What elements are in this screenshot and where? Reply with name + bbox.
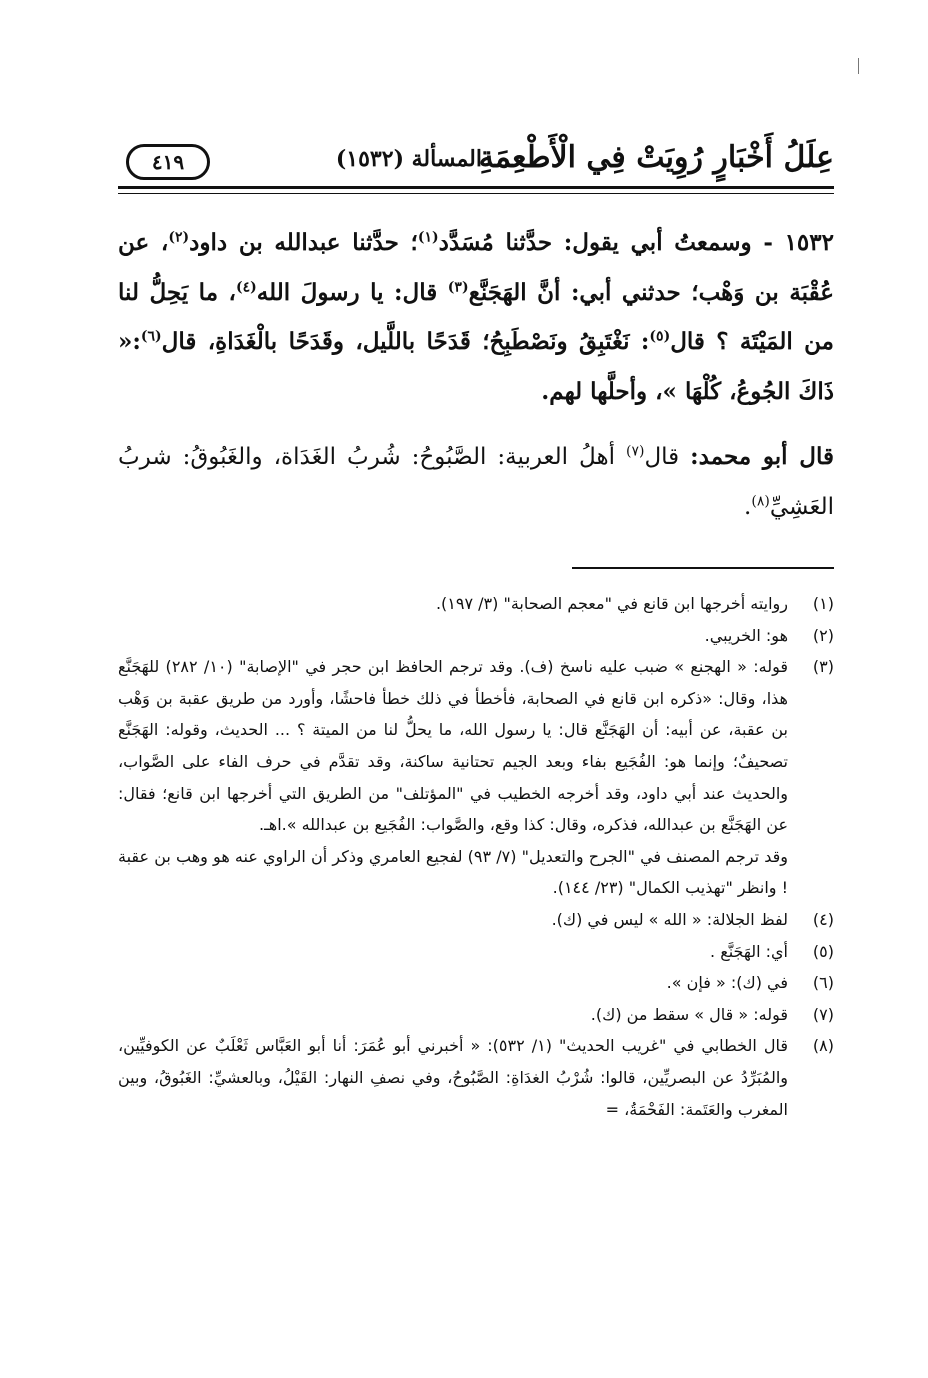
footnote-number: (٥) <box>812 941 834 961</box>
footnote-text: روايته أخرجها ابن قانع في "معجم الصحابة" (٣/ ١٩٧). <box>435 594 788 613</box>
header-rule-thick <box>118 186 834 189</box>
footnote-text: قوله: « قال » سقط من (ك). <box>590 1004 788 1024</box>
text-run: : نَغْتَبِقُ ونَصْطَبِحُ؛ قَدَحًا باللَّيل، وقَدَحًا بالْغَدَاةِ، قال <box>161 328 650 356</box>
speaker-lead: قال أبو محمد: <box>690 443 834 471</box>
page-number: ٤١٩ <box>151 150 185 174</box>
footnotes <box>118 588 834 1125</box>
footnote-6 <box>118 967 834 999</box>
text-run: أهلُ العربية: الصَّبُوحُ: شُربُ الغَدَاة، والغَبُوقُ: شربُ العَشِيِّ <box>118 444 834 520</box>
footnote-3 <box>118 651 834 841</box>
footnote-number: (١) <box>812 594 834 613</box>
footnote-ref: (٢) <box>168 229 190 246</box>
header-rule-thin <box>118 193 834 194</box>
footnote-ref: (٥) <box>649 328 671 345</box>
text-run: :« <box>118 328 141 356</box>
footnote-number: (٤) <box>812 909 834 929</box>
footnote-text: في (ك): « فإن ». <box>666 973 788 993</box>
footnote-text: قال الخطابي في "غريب الحديث" (١/ ٥٣٢): « أخبرني أبو عُمَرَ: أنا أبو العَبَّاس ثَعْلَبٌ عن الكوفيِّين، والمُبَرِّدُ عن البصريِّين، قالوا: شُرْبُ الغدَاةِ: الصَّبُوحُ، وفي نصفِ النهار: القَيْلُ، وبالعشيِّ: الغَبُوقُ، وبين المغرب والعَتَمة: الفَحْمَةُ، = <box>118 1036 789 1119</box>
issue-number: المسألة (١٥٣٢) <box>335 146 482 172</box>
footnote-ref: (١) <box>417 229 439 246</box>
footnote-number: (٢) <box>812 625 834 645</box>
footnote-7 <box>118 999 834 1031</box>
footnote-5 <box>118 936 834 968</box>
footnote-number: (٨) <box>812 1036 834 1056</box>
hadith-quote: ذَاكَ الجُوعُ، كُلْهَا <box>684 377 834 405</box>
corner-tick-mark <box>858 58 859 74</box>
text-run: »، وأحلَّها لهم. <box>541 377 685 405</box>
footnote-3-continuation: وقد ترجم المصنف في "الجرح والتعديل" (٧/ ٩٣) لفجيع العامري وذكر أن الراوي عنه هو وهب بن عقبة ! وانظر "تهذيب الكمال" (٢٣/ ١٤٤). <box>118 846 788 898</box>
footnote-text: لفظ الجلالة: « الله » ليس في (ك). <box>551 909 788 929</box>
footnote-ref: (٧) <box>625 443 645 460</box>
footnote-8 <box>118 1030 834 1125</box>
text-run: قال: يا رسولَ الله <box>256 278 448 306</box>
footnote-number: (٣) <box>812 657 834 677</box>
footnote-2 <box>118 620 834 652</box>
text-run: ، ما يَحِلُّ لنا من المَيْتَة ؟ قال <box>118 278 834 356</box>
text-run: ، عن عُقْبَة بن وَهْب؛ حدثني أبي: أنَّ الهَجَنَّع <box>118 229 834 306</box>
footnote-ref: (٤) <box>235 278 257 295</box>
main-text <box>118 218 834 533</box>
paragraph-1532 <box>118 218 834 416</box>
text-run: ١٥٣٢ - وسمعتُ أبي يقول: حدَّثنا مُسَدَّد <box>438 229 834 256</box>
page-number-badge <box>126 144 210 180</box>
text-run: قال <box>644 444 691 471</box>
footnote-4 <box>118 904 834 936</box>
text-run: ؛ حدَّثنا عبدالله بن داود <box>189 229 418 256</box>
footnote-ref: (٦) <box>140 328 162 345</box>
footnote-text: هو: الخريبي. <box>704 625 788 645</box>
footnote-text: قوله: « الهجنع » ضبب عليه ناسخ (ف). وقد ترجم الحافظ ابن حجر في "الإصابة" (١٠/ ٢٨٢) للهَجَنَّع هذا، وقال: «ذكره ابن قانع في الصحابة، فأخطأ في ذلك خطأ فاحشًا، وأورد من طريق عقبة بن وَهْب بن عقبة، عن أبيه: أن الهَجَنَّع قال: يا رسول الله، ما يحلُّ لنا من الميتة ؟ ... الحديث، وقوله: الهَجَنَّع تصحيفٌ؛ وإنما هو: الفُجَيع بفاء وبعد الجيم تحتانية ساكنة، وقد تقدَّم في حرف الفاء على الصَّواب، والحديث عند أبي داود، وقد أخرجه الخطيب في "المؤتلف" من الطريق التي أخرجها ابن قانع؛ فقال: عن الهَجَنَّع بن عبدالله، فذكره، وقال: كذا وقع، والصَّواب: الفُجَيع بن عبدالله ».اهـ. <box>118 657 789 835</box>
text-run: . <box>744 493 752 520</box>
footnote-separator <box>572 567 834 569</box>
footnote-number: (٧) <box>812 1004 834 1024</box>
footnote-ref: (٨) <box>751 493 770 510</box>
footnote-text: أي: الهَجَنَّع . <box>710 941 788 961</box>
footnote-1 <box>118 588 834 620</box>
footnote-ref: (٣) <box>447 278 469 295</box>
paragraph-abu-muhammad <box>118 432 834 532</box>
book-title: عِلَلُ أَخْبَارٍ رُوِيَتْ فِي الْأَطْعِمَةِ <box>478 140 834 175</box>
footnote-number: (٦) <box>812 973 834 993</box>
